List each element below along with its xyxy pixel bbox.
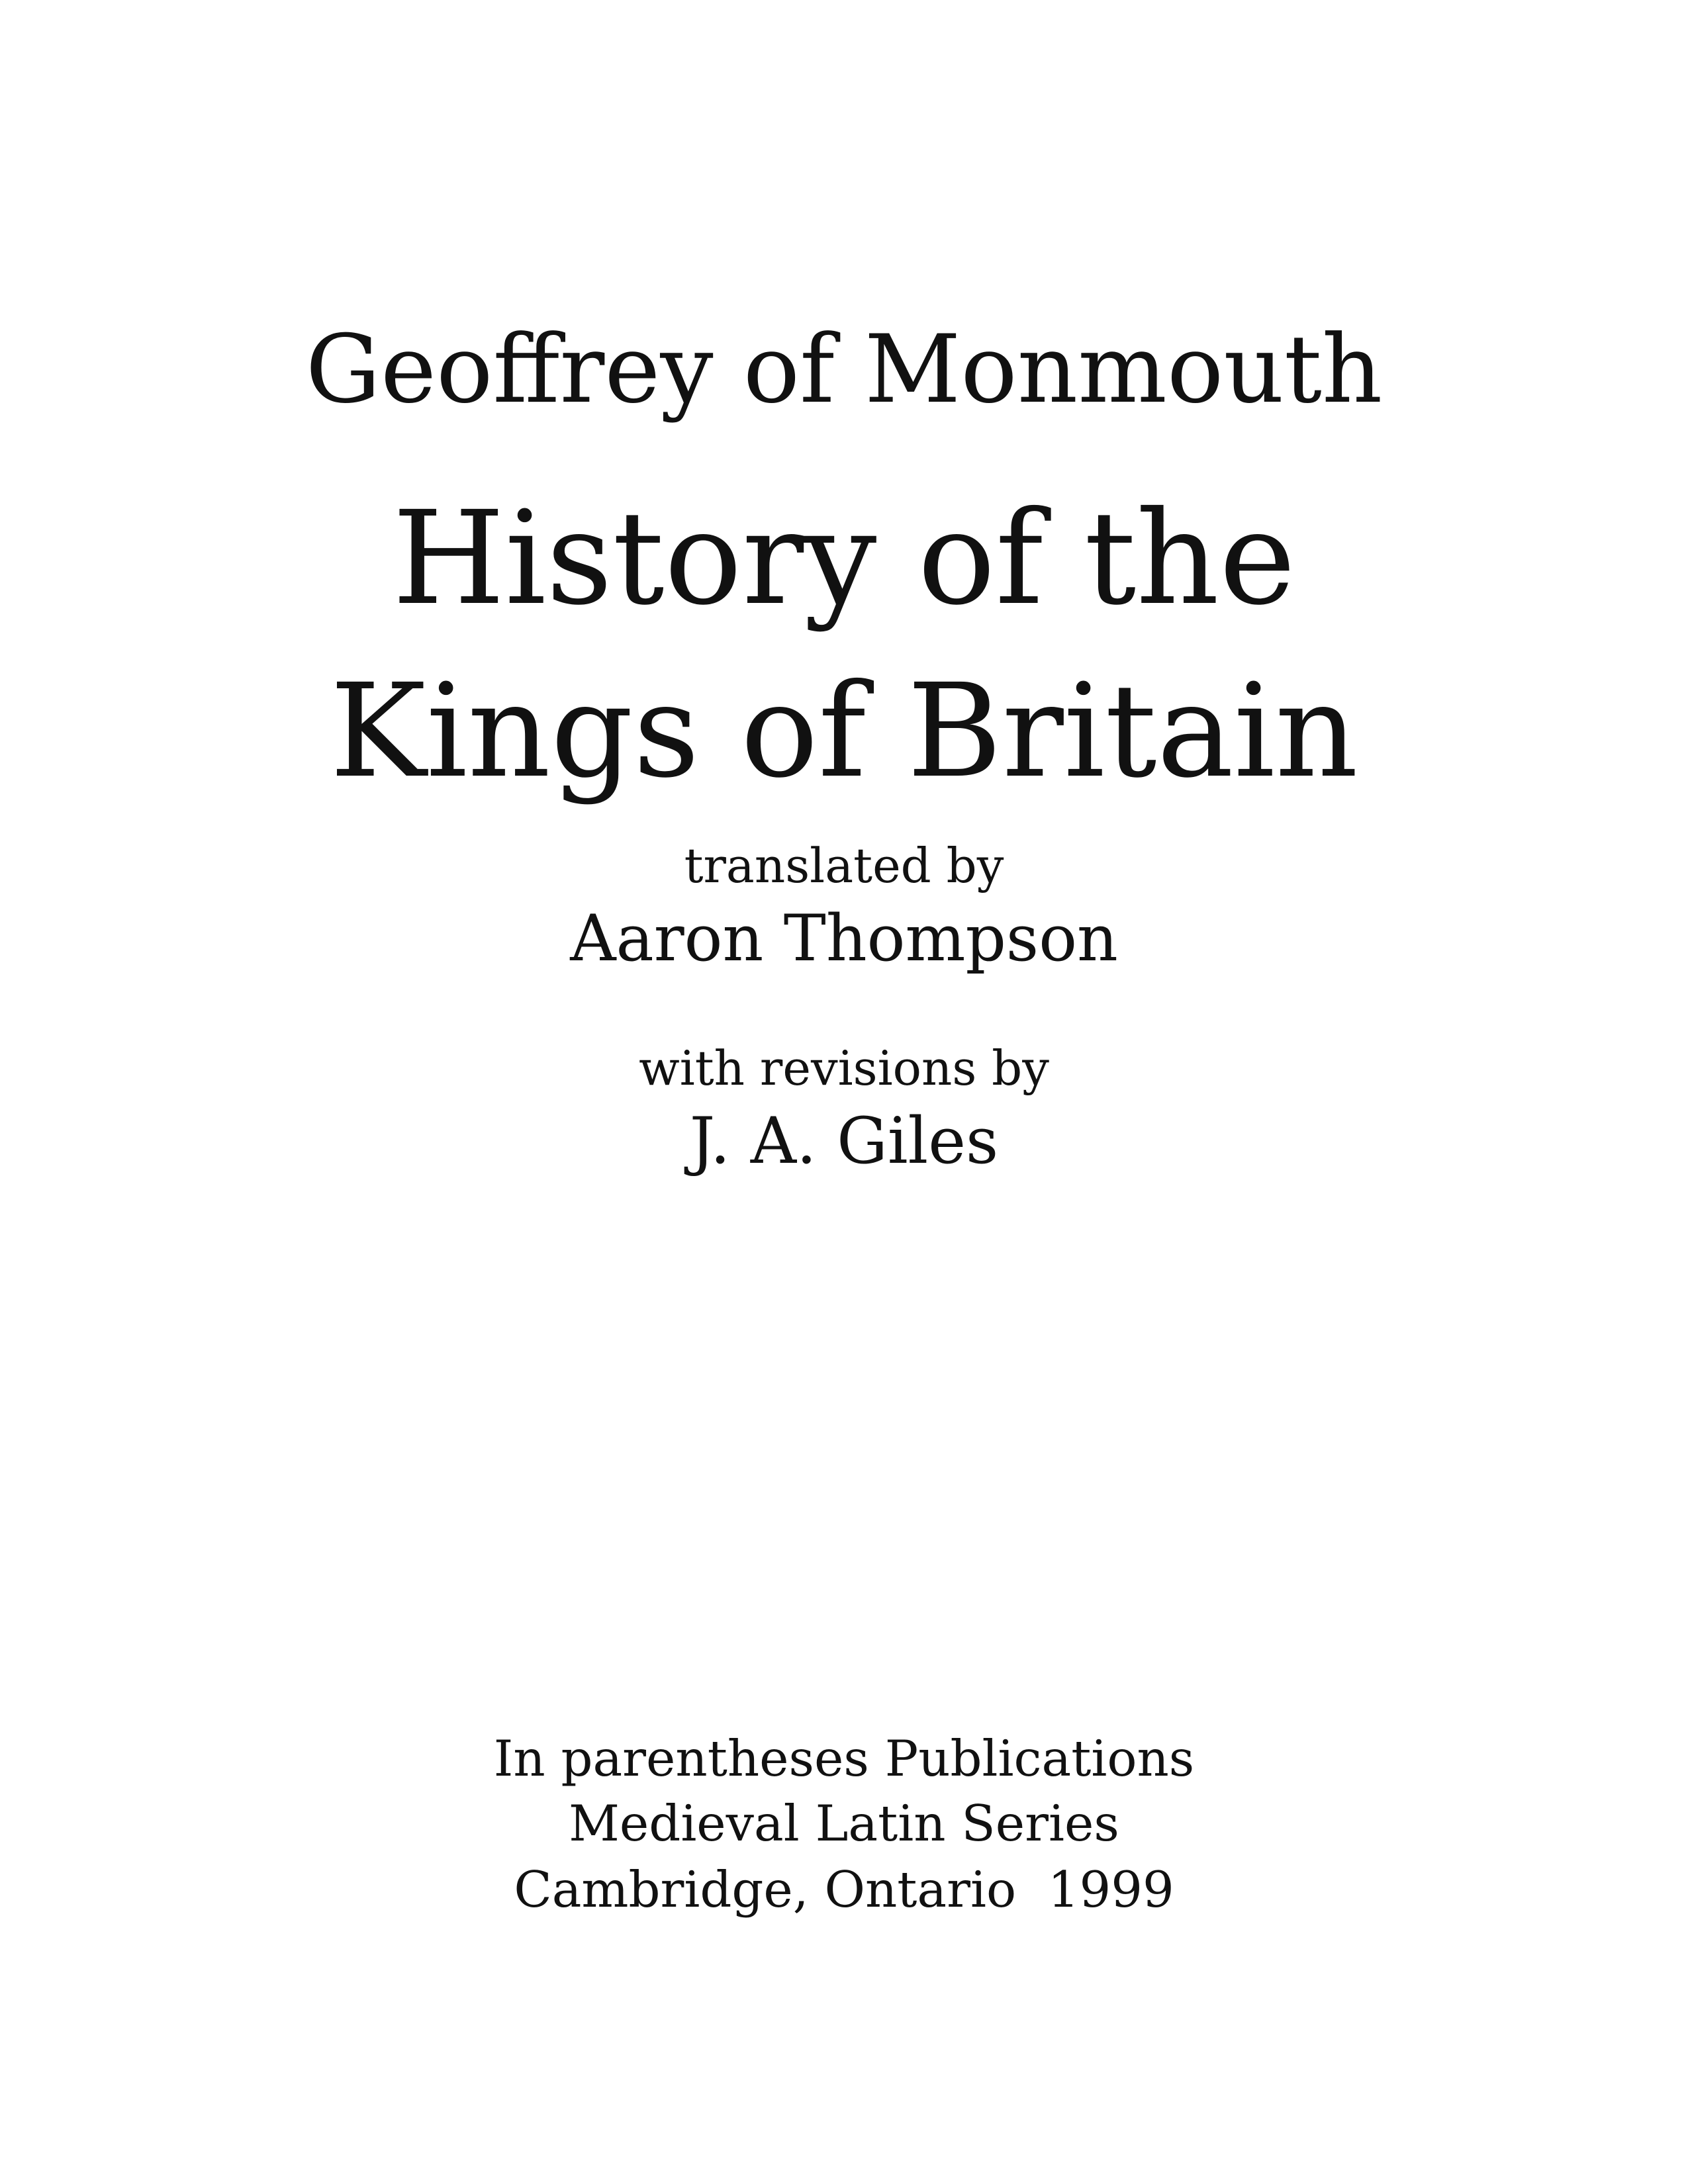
reviser-name: J. A. Giles [689, 1104, 999, 1178]
revisions-by-label: with revisions by [639, 1040, 1049, 1096]
publisher-place-year: Cambridge, Ontario 1999 [514, 1860, 1174, 1919]
translated-by-label: translated by [684, 838, 1004, 893]
author-name: Geoffrey of Monmouth [305, 315, 1383, 424]
publisher-series: Medieval Latin Series [569, 1794, 1119, 1852]
publisher-name: In parentheses Publications [493, 1729, 1195, 1788]
book-title-line-1: History of the [392, 483, 1296, 633]
translator-name: Aaron Thompson [570, 901, 1118, 976]
book-title-line-2: Kings of Britain [330, 656, 1358, 806]
